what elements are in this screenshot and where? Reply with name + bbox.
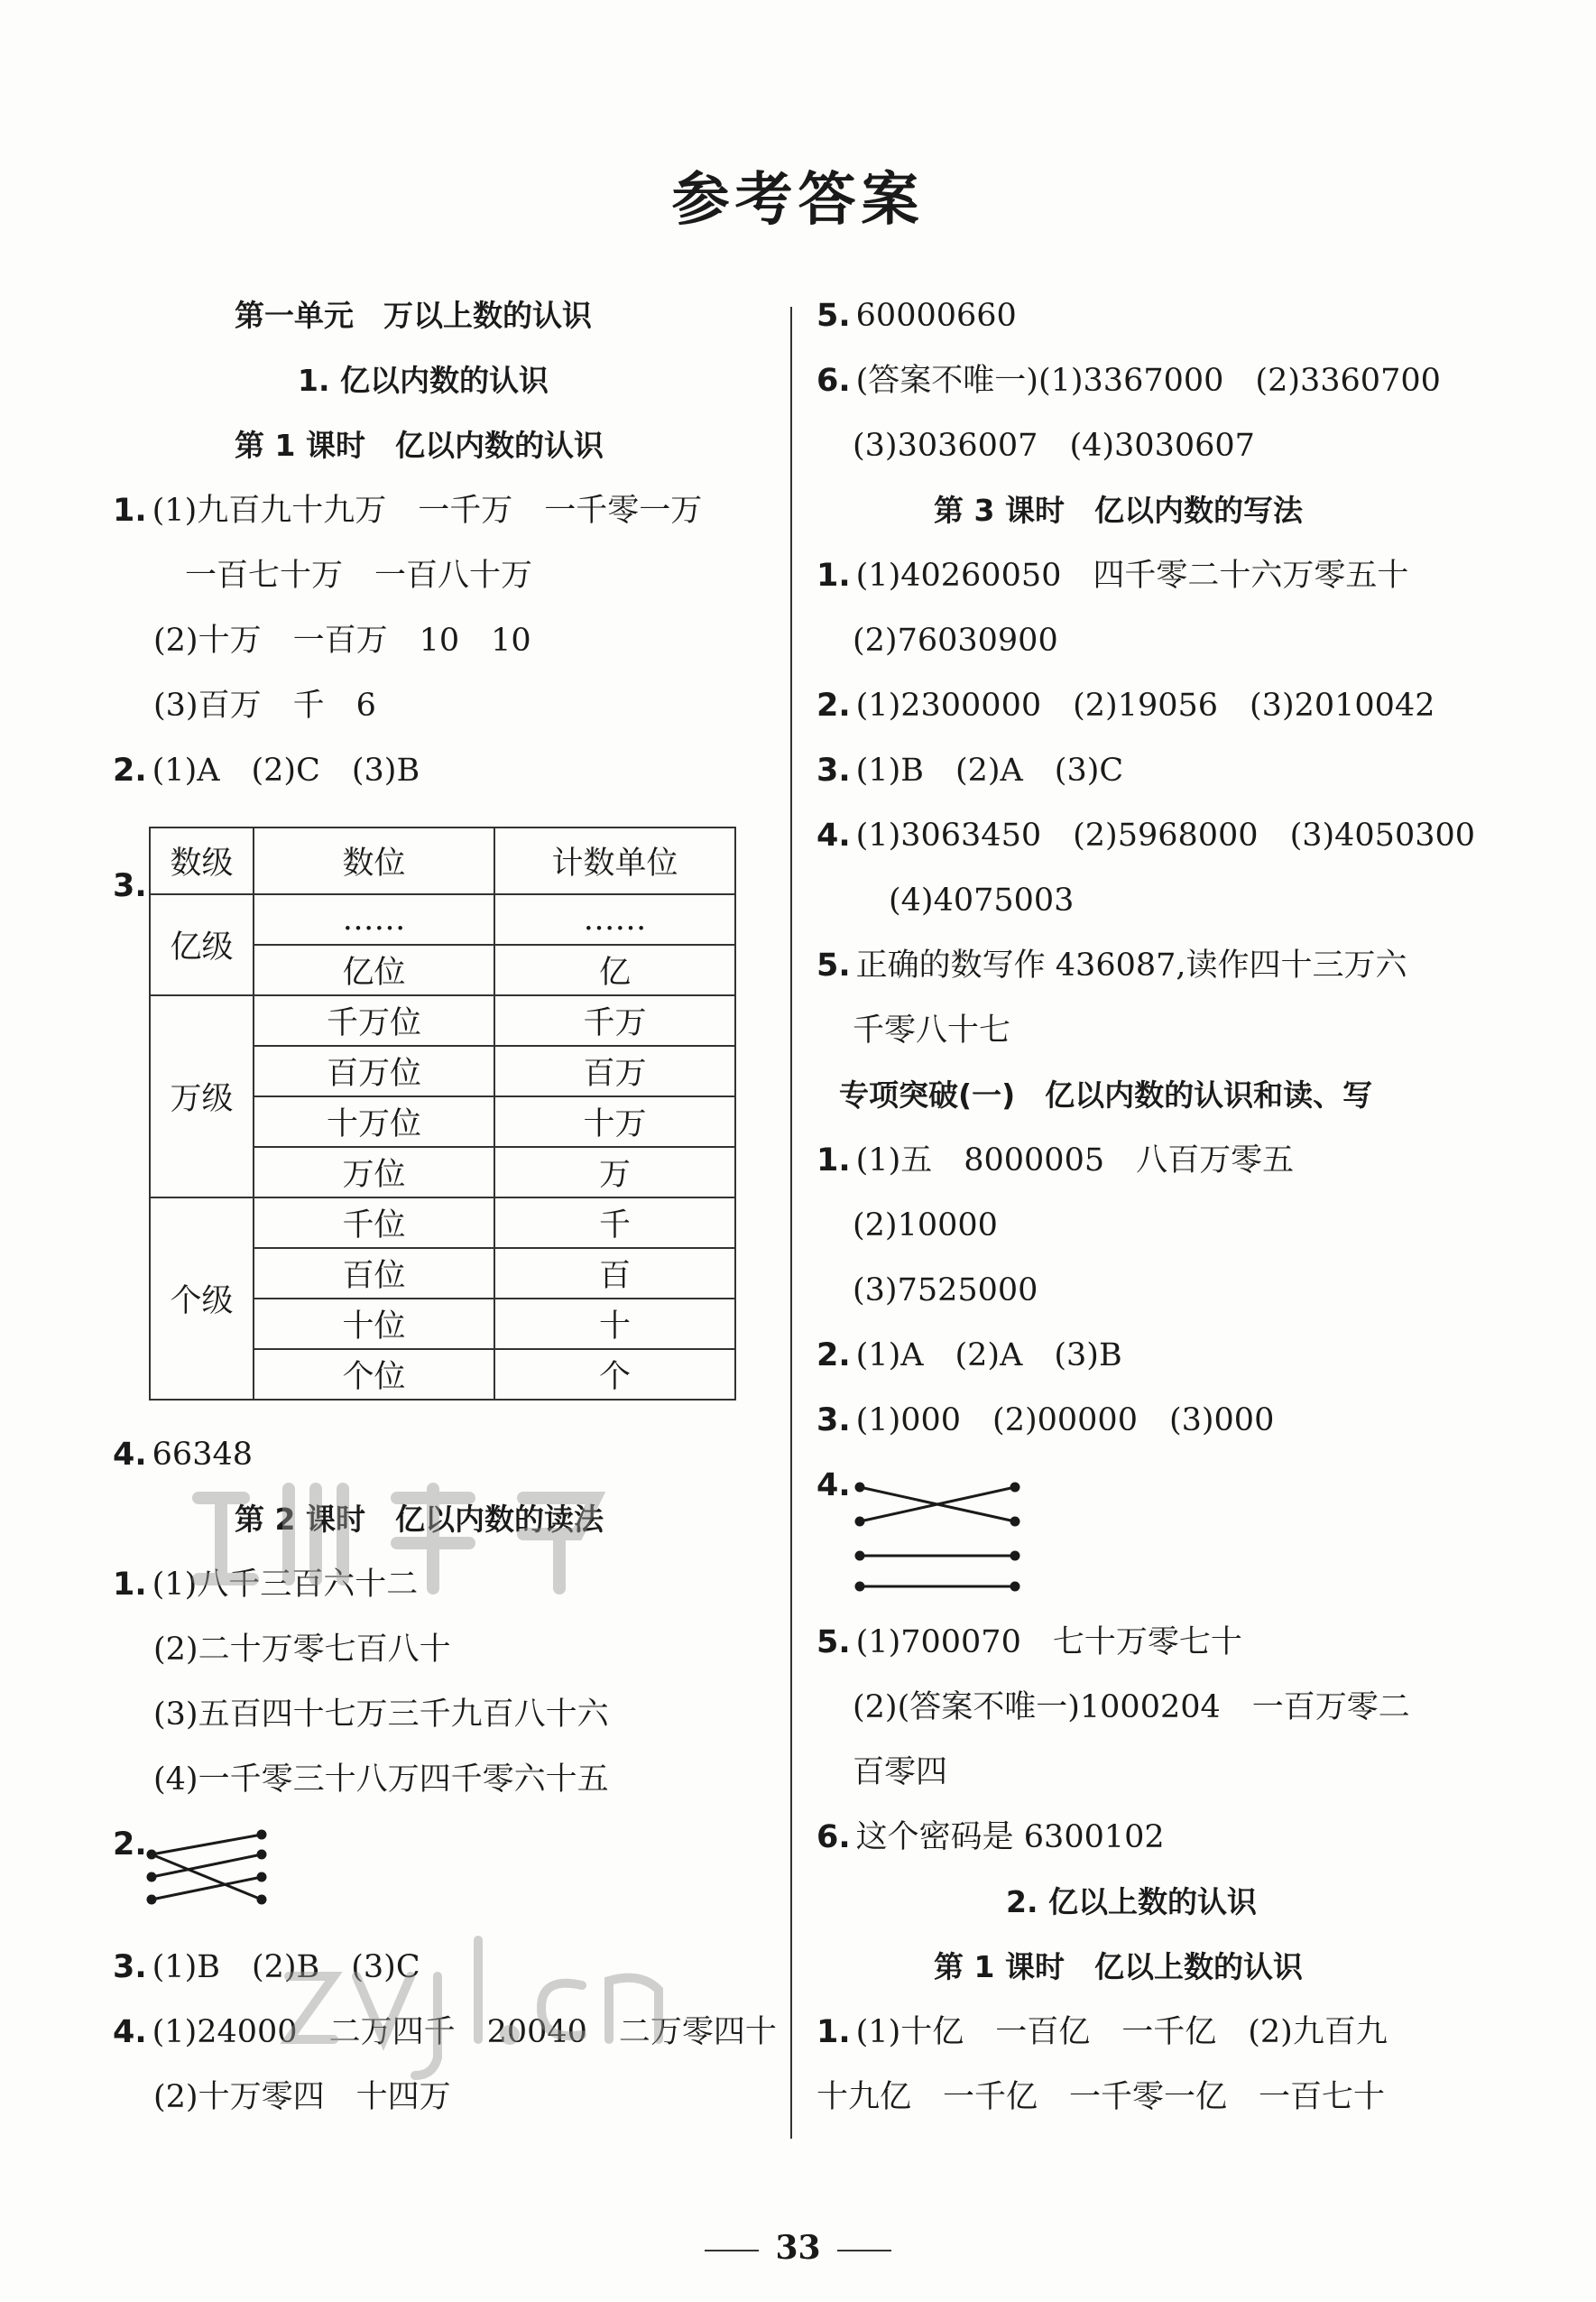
answer-text: (1)000 (2)00000 (3)000 (855, 1402, 1275, 1438)
footer-dash (705, 2250, 759, 2251)
answer-text: (1)九百九十九万 一千万 一千零一万 (152, 493, 703, 529)
footer-dash (837, 2250, 891, 2251)
lesson-heading: 第 1 课时 亿以上数的认识 (934, 1949, 1303, 1984)
answer-text: 正确的数写作 436087,读作四十三万六 (855, 948, 1407, 984)
question-number: 4. (816, 818, 851, 854)
group-cell: 亿级 (150, 894, 254, 995)
answer-text: (1)B (2)B (3)C (152, 1949, 420, 1985)
question-4 (113, 1437, 253, 1473)
place-value-table (149, 827, 736, 1401)
question-1-line-2: 一百七十万 一百八十万 (185, 558, 533, 594)
special-question-6 (816, 1819, 1165, 1855)
answer-text: (1)五 8000005 八百万零五 (855, 1142, 1295, 1179)
question-6-line-1 (816, 363, 1441, 399)
page-number: 33 (775, 2229, 821, 2267)
answer-text: (1)3063450 (2)5968000 (3)4050300 (855, 818, 1476, 854)
answer-text: (答案不唯一)(1)3367000 (2)3360700 (855, 363, 1441, 399)
lesson-heading: 第 2 课时 亿以内数的读法 (235, 1502, 604, 1537)
special-question-5-line-3: 百零四 (853, 1754, 948, 1790)
answer-text: 这个密码是 6300102 (855, 1819, 1165, 1855)
table-cell: 十万 (494, 1096, 735, 1147)
lesson3-question-3 (816, 753, 1123, 789)
lesson2-question-1-line-2: (2)二十万零七百八十 (153, 1632, 451, 1668)
question-number: 3. (816, 1402, 851, 1438)
table-cell: 千万位 (254, 995, 494, 1046)
question-number: 3. (113, 868, 147, 904)
question-number: 1. (816, 558, 851, 594)
answer-text: (1)B (2)A (3)C (855, 753, 1124, 789)
question-number: 1. (113, 493, 147, 529)
answer-text: 60000660 (855, 298, 1017, 334)
matching-lines-diagram (853, 1480, 1024, 1593)
table-cell: 百万位 (254, 1046, 494, 1096)
page-footer (0, 2229, 1596, 2267)
group-cell: 万级 (150, 995, 254, 1197)
answer-text: (1)八千三百六十二 (152, 1567, 419, 1603)
table-cell: …… (494, 894, 735, 945)
lesson2-question-3 (113, 1949, 420, 1985)
table-cell: …… (254, 894, 494, 945)
special-question-1-line-2: (2)10000 (853, 1207, 998, 1243)
table-cell: 亿位 (254, 945, 494, 995)
lesson3-question-5-line-2: 千零八十七 (853, 1012, 1011, 1049)
section-heading: 2. 亿以上数的认识 (1006, 1884, 1257, 1919)
lesson3-question-1-line-1 (816, 558, 1408, 594)
question-number: 3. (816, 753, 851, 789)
answer-text: (1)24000 二万四千 20040 二万零四十 (152, 2014, 777, 2050)
question-1-line-3: (2)十万 一百万 10 10 (153, 623, 531, 659)
question-number: 6. (816, 363, 851, 399)
table-cell: 个 (494, 1349, 735, 1400)
special-question-3 (816, 1402, 1274, 1438)
question-number: 2. (816, 688, 851, 724)
question-number: 6. (816, 1819, 851, 1855)
question-number: 4. (113, 2014, 147, 2050)
table-cell: 万位 (254, 1147, 494, 1197)
question-1-line-1 (113, 493, 702, 529)
question-number: 5. (816, 1624, 851, 1660)
lesson2-question-1-line-3: (3)五百四十七万三千九百八十六 (153, 1696, 609, 1733)
answer-text: (1)2300000 (2)19056 (3)2010042 (855, 688, 1435, 724)
answer-text: (1)A (2)C (3)B (152, 753, 420, 789)
table-cell: 万 (494, 1147, 735, 1197)
lesson3-question-5-line-1 (816, 948, 1407, 984)
question-2 (113, 753, 420, 789)
table-cell: 个位 (254, 1349, 494, 1400)
answer-text: (1)A (2)A (3)B (855, 1337, 1122, 1373)
answer-text: (1)十亿 一百亿 一千亿 (2)九百九 (855, 2014, 1388, 2050)
table-header: 计数单位 (494, 827, 735, 894)
table-cell: 千位 (254, 1197, 494, 1248)
lesson3-question-2 (816, 688, 1435, 724)
special-question-5-line-1 (816, 1624, 1242, 1660)
question-number: 5. (816, 298, 851, 334)
special-question-1-line-3: (3)7525000 (853, 1272, 1038, 1308)
watermark-domain-icon (271, 1922, 686, 2085)
table-cell: 十万位 (254, 1096, 494, 1147)
question-number: 4. (113, 1437, 147, 1473)
section-heading: 1. 亿以内数的认识 (298, 363, 549, 398)
question-number: 2. (816, 1337, 851, 1373)
table-header-row (150, 827, 735, 894)
question-number: 5. (816, 948, 851, 984)
special-question-5-line-2: (2)(答案不唯一)1000204 一百万零二 (853, 1689, 1410, 1725)
table-row (150, 1197, 735, 1248)
question-number: 1. (113, 1567, 147, 1603)
lesson-heading: 第 3 课时 亿以内数的写法 (934, 493, 1303, 528)
matching-lines-diagram (144, 1827, 271, 1922)
table-cell: 十位 (254, 1299, 494, 1349)
table-cell: 千 (494, 1197, 735, 1248)
table-header: 数级 (150, 827, 254, 894)
unit-heading: 第一单元 万以上数的认识 (235, 298, 592, 333)
lesson3-question-4-line-1 (816, 818, 1475, 854)
lesson2-question-1-line-1 (113, 1567, 418, 1603)
lesson2-question-4-line-2: (2)十万零四 十四万 (153, 2079, 451, 2115)
table-row (150, 995, 735, 1046)
question-number: 2. (113, 753, 147, 789)
special-question-4 (816, 1467, 856, 1503)
group-cell: 个级 (150, 1197, 254, 1400)
table-header: 数位 (254, 827, 494, 894)
question-number: 4. (816, 1467, 851, 1503)
question-number: 1. (816, 2014, 851, 2050)
column-divider (790, 307, 792, 2139)
question-number: 1. (816, 1142, 851, 1179)
table-cell: 亿 (494, 945, 735, 995)
question-number: 3. (113, 1949, 147, 1985)
special-question-2 (816, 1337, 1122, 1373)
question-number: 2. (113, 1826, 147, 1863)
table-cell: 千万 (494, 995, 735, 1046)
lesson-heading: 第 1 课时 亿以内数的认识 (235, 428, 604, 463)
section2-question-1-line-2: 十九亿 一千亿 一千零一亿 一百七十 (816, 2079, 1386, 2115)
answer-text: (1)700070 七十万零七十 (855, 1624, 1242, 1660)
page-title: 参考答案 (671, 166, 925, 234)
lesson3-question-4-line-2: (4)4075003 (889, 883, 1075, 919)
table-cell: 十 (494, 1299, 735, 1349)
table-cell: 百 (494, 1248, 735, 1299)
question-5 (816, 298, 1017, 334)
special-question-1-line-1 (816, 1142, 1294, 1179)
table-cell: 百位 (254, 1248, 494, 1299)
special-heading: 专项突破(一) 亿以内数的认识和读、写 (839, 1077, 1373, 1113)
question-3-number (113, 868, 152, 904)
table-row (150, 894, 735, 945)
answer-text: 66348 (152, 1437, 253, 1473)
lesson2-question-4-line-1 (113, 2014, 777, 2050)
table-cell: 百万 (494, 1046, 735, 1096)
question-6-line-2: (3)3036007 (4)3030607 (853, 428, 1255, 464)
section2-question-1-line-1 (816, 2014, 1388, 2050)
lesson3-question-1-line-2: (2)76030900 (853, 623, 1058, 659)
lesson2-question-1-line-4: (4)一千零三十八万四千零六十五 (153, 1761, 609, 1798)
answer-text: (1)40260050 四千零二十六万零五十 (855, 558, 1409, 594)
question-1-line-4: (3)百万 千 6 (153, 688, 376, 724)
